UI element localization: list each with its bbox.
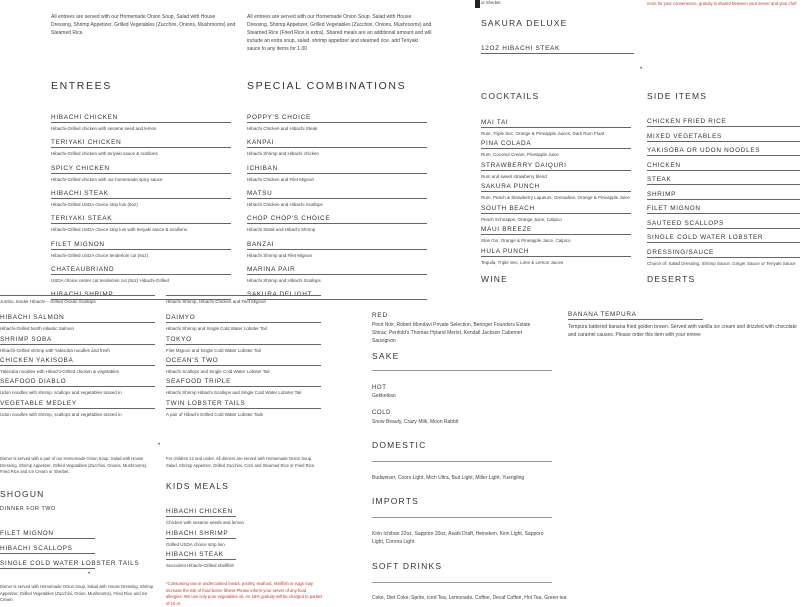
item-desc: Hibachi-Grilled USDA choice tenderloin cut (6oz) [51, 252, 149, 258]
side-items-title: SIDE ITEMS [647, 91, 708, 101]
item-desc: Hibachi-Grilled chicken with sesame seed and lemon [51, 126, 157, 131]
menu-item [0, 357, 155, 374]
menu-item [647, 220, 800, 229]
item-desc: Udon noodles with shrimp, scallops and vegetables tossed in [0, 412, 122, 417]
menu-item [0, 545, 95, 554]
menu-item [481, 226, 631, 243]
item-name: DRESSING/SAUCE [647, 249, 800, 258]
item-desc: Hibachi Shrimp and Single Cold Water Lobster Tail [166, 326, 267, 331]
item-name: STRAWBERRY DAIQURI [481, 162, 631, 171]
item-desc: Udon noodles with shrimp, scallops and vegetables tossed in [0, 390, 122, 395]
menu-item [51, 114, 231, 131]
item-desc: Peach Schnapps, Orange Juice, Calpico [481, 217, 562, 222]
item-name: CHICKEN [647, 162, 800, 171]
menu-item [647, 162, 800, 171]
menu-item [247, 215, 427, 232]
shogun-title: SHOGUN [0, 489, 45, 499]
menu-item [647, 118, 800, 127]
item-desc: Hibachi-Grilled chicken with our homemade spicy sauce [51, 176, 163, 182]
item-desc: Sloe Gin, Orange & Pineapple Juice, Calpico [481, 238, 571, 243]
sakura-deluxe-item [481, 45, 634, 54]
menu-item [247, 266, 427, 283]
cold-label: COLD [372, 410, 392, 416]
item-name: CHICKEN FRIED RICE [647, 118, 800, 127]
menu-item [247, 165, 427, 182]
item-desc: Hibachi Steak and Hibachi Shrimp [247, 227, 316, 233]
item-name: MAUI BREEZE [481, 226, 631, 235]
kids-title: KIDS MEALS [166, 481, 230, 491]
item-name: SEAFOOD DIABLO [0, 378, 155, 387]
menu-item [647, 147, 800, 156]
item-name: FILET MIGNON [0, 530, 95, 539]
item-desc: Hibachi Chicken and Hibachi Scallops [247, 201, 323, 207]
menu-item [51, 215, 231, 232]
kids-intro: For children 12 and under. All dinners are served with Homemade Onion Soup, Salad, Shrimp Appetizer, Grilled Zucchini, Corn and Steamed Rice or Fried Rice. [166, 456, 316, 468]
item-desc: Succulent Hibachi-Grilled shellfish [166, 563, 235, 568]
cold-text: Snow Beauty, Crazy Milk, Moon Rabbit [372, 419, 459, 425]
item-name: SEAFOOD TRIPLE [166, 378, 321, 387]
item-desc: Hibachi Scallops and Single Cold Water Lobster Tail [166, 369, 270, 374]
item-name: CHATEAUBRIAND [51, 266, 231, 275]
item-name: FILET MIGNON [51, 241, 231, 250]
menu-item [51, 139, 231, 156]
menu-item [481, 205, 631, 222]
item-name: BANZAI [247, 241, 427, 250]
menu-item [51, 241, 231, 258]
item-name: CHOP CHOP'S CHOICE [247, 215, 427, 224]
item-name: HIBACHI STEAK [166, 551, 236, 560]
item-name: YAKISOBA OR UDON NOODLES [647, 147, 800, 156]
combinations-title: SPECIAL COMBINATIONS [247, 80, 407, 92]
shogun-foot: Dinner is served with Homemade Onion Soup, Salad with House Dressing, Shrimp Appetizer, Grilled Vegetables (Zucchini, Onion, Mushrooms), Fried Rice and Ice Cream [0, 584, 154, 602]
item-name: TERIYAKI STEAK [51, 215, 231, 224]
item-name: BANANA TEMPURA [568, 311, 703, 320]
item-desc: Hibachi Shrimp and Hibachi Scallops [247, 277, 321, 283]
menu-item [0, 294, 155, 304]
wine-title: WINE [481, 274, 508, 284]
menu-item [647, 176, 800, 185]
hot-label: HOT [372, 385, 387, 391]
item-name [0, 294, 155, 296]
divider-dot: • [158, 442, 161, 448]
menu-item [166, 551, 236, 568]
menu-item [647, 234, 800, 243]
item-desc: Hibachi Chicken and Filet Mignon [247, 176, 315, 182]
item-name: SINGLE COLD WATER LOBSTER [647, 234, 800, 243]
domestic-rule [372, 461, 552, 462]
soft-rule [372, 582, 552, 583]
item-desc: Jumbo, tender Hibachi – Grilled Ocean Scallops [0, 299, 96, 304]
item-name: 12OZ HIBACHI STEAK [481, 45, 634, 54]
item-desc: Chicken with sesame seeds and lemon [166, 520, 245, 525]
item-desc: Rum and sweet strawberry blend [481, 174, 547, 179]
menu-item [51, 190, 231, 207]
item-name: SOUTH BEACH [481, 205, 631, 214]
menu-item [481, 248, 631, 265]
menu-item [247, 139, 427, 156]
red-text: Pinot Noir, Robert Mondavi Private Selection, Beringer Founders Estate Shiraz, Penfold's Thomas Hyland Merlot, Kendall Jackson Cabernet Sauvignon [372, 322, 531, 344]
menu-item [166, 400, 321, 417]
item-name: TOKYO [166, 336, 321, 345]
shogun-sub: DINNER FOR TWO [0, 506, 56, 512]
menu-item [247, 114, 427, 131]
soft-drinks-text: Coke, Diet Coke, Sprite, Iced Tea, Lemonade, Coffee, Decaf Coffee, Hot Tea, Green tea [372, 595, 567, 601]
col3-note: or Sherbet. [481, 0, 502, 5]
gratuity-note: more for your convenience, gratuity is shared between your server and your chef. [647, 1, 798, 6]
item-name: TWIN LOBSTER TAILS [166, 400, 321, 409]
item-name: PINA COLADA [481, 140, 631, 149]
item-name: HIBACHI STEAK [51, 190, 231, 199]
menu-item [481, 119, 631, 136]
menu-item [647, 205, 800, 214]
item-desc: Hibachi-Grilled USDA choice strip loin with teriyaki sauce & scallions [51, 227, 188, 233]
item-name: SHRIMP [647, 191, 800, 200]
menu-item [0, 400, 155, 417]
entrees-title: ENTREES [51, 80, 112, 92]
item-name: STEAK [647, 176, 800, 185]
red-title: RED [372, 312, 388, 319]
item-name: SAUTEED SCALLOPS [647, 220, 800, 229]
menu-item [166, 294, 321, 304]
item-desc: Yakisoba noodles with Hibachi-Grilled chicken & vegetables [0, 369, 119, 374]
menu-item [0, 560, 140, 569]
menu-item [51, 266, 231, 283]
item-name: FILET MIGNON [647, 205, 800, 214]
item-desc: Hibachi Chicken and Hibachi Steak [247, 126, 318, 131]
item-name: MATSU [247, 190, 427, 199]
shogun-intro: Dinner is served with a pair of our Homemade Onion Soup, Salad with House Dressing, Shrimp Appetizer, Grilled Vegetables (Zucchini, Onions, Mushrooms), Fried Rice and Ice Cream or Sherbet. [0, 456, 148, 474]
menu-item [0, 378, 155, 395]
item-desc: Rum, Triple Sec, Orange & Pineapple Juices, Dark Rum Float [481, 131, 605, 136]
item-name: DAIMYO [166, 314, 321, 323]
item-name: KANPAI [247, 139, 427, 148]
menu-item [481, 183, 631, 200]
item-desc: Hibachi Shrimp and Hibachi chicken [247, 151, 320, 157]
item-name: OCEAN'S TWO [166, 357, 321, 366]
domestic-text: Budweiser, Coors Light, Mich Ultra, Bud Light, Miller Light, Yuengling [372, 475, 525, 481]
item-name: HIBACHI SALMON [0, 314, 155, 323]
item-name: VEGETABLE MEDLEY [0, 400, 155, 409]
item-desc: Filet Mignon and Single Cold Water Lobster Tail [166, 348, 261, 353]
menu-item [51, 165, 231, 182]
soft-drinks-title: SOFT DRINKS [372, 561, 443, 571]
hot-text: Gekkeikan [372, 393, 396, 399]
item-name: TERIYAKI CHICKEN [51, 139, 231, 148]
domestic-title: DOMESTIC [372, 440, 427, 450]
item-desc: Hibachi Shrimp, Hibachi Chicken and Filet Mignon [166, 299, 267, 304]
item-name: SINGLE COLD WATER LOBSTER TAILS [0, 560, 140, 567]
menu-item [481, 140, 631, 157]
item-name: ICHIBAN [247, 165, 427, 174]
menu-item [247, 190, 427, 207]
sakura-deluxe-title: SAKURA DELUXE [481, 18, 568, 28]
menu-item [647, 191, 800, 200]
imports-text: Kirin Ichiban 22oz, Sapporo 20oz, Asahi Draft, Heineken, Kirin Light, Sapporo Light, Corona Light [372, 531, 544, 545]
top-bar [475, 0, 480, 8]
item-desc: Hibachi Shrimp Hibachi Scallops and Single Cold Water Lobster Tail [166, 390, 302, 395]
combinations-intro: All entrees are served with our Homemade Onion Soup, Salad with House Dressing, Shrimp Appetizer, Grilled Vegetables (Zucchini, Onions, Mushrooms) and Steamed Rice (Fried Rice is extra). Shared meals are an additional amount and will include an extra soup, salad, shrimp appetizer and steamed rice. add Teriyaki sauce to any items for 1.00 [247, 14, 432, 52]
item-desc: Hibachi-Grilled USDA choice strip loin (6oz) [51, 201, 138, 207]
item-name: SHRIMP SOBA [0, 336, 155, 345]
item-desc: Hibachi Shrimp and Filet Mignon [247, 252, 313, 258]
menu-item [166, 336, 321, 353]
item-desc: Hibachi-Grilled North Atlantic Salmon [0, 326, 75, 331]
menu-item [247, 241, 427, 258]
imports-title: IMPORTS [372, 496, 419, 506]
item-name: HIBACHI SCALLOPS [0, 545, 95, 554]
menu-item [0, 336, 155, 353]
item-name: POPPY'S CHOICE [247, 114, 427, 123]
item-desc: Choice of: Salad Dressing, Shrimp Sauce, Ginger Sauce or Teriyaki Sauce [647, 260, 796, 266]
item-name: SAKURA PUNCH [481, 183, 631, 192]
item-desc: Hibachi-Grilled shrimp with Yakisoba noodles and fresh [0, 348, 110, 353]
item-desc: Grilled USDA choice strip loin [166, 542, 225, 547]
item-name: SPICY CHICKEN [51, 165, 231, 174]
banana-tempura [568, 303, 798, 339]
menu-item [0, 314, 155, 331]
divider-dot: • [88, 571, 91, 577]
menu-item [166, 530, 236, 547]
divider-dot: • [640, 66, 643, 72]
entrees-intro: All entrees are served with our Homemade Onion Soup, Salad with House Dressing, Shrimp Appetizer, Grilled Vegetables (Zucchini, Onions, Mushrooms) and Steamed Rice. [51, 14, 236, 36]
item-desc: Rum, Coconut Cream, Pineapple Juice [481, 152, 559, 157]
sake-rule [372, 370, 552, 371]
item-name: HIBACHI CHICKEN [51, 114, 231, 123]
item-name: SAKURA DELIGHT [247, 291, 427, 300]
item-desc: A pair of Hibachi Grilled Cold Water Lobster Tails [166, 412, 264, 417]
item-name: MIXED VEGETABLES [647, 133, 800, 142]
menu-item [481, 162, 631, 179]
item-desc: Tempura battered banana fried golden brown. Served with vanilla ice cream and drizzled with chocolate and caramel causes. Please order this item with your entree [568, 324, 797, 338]
menu-item [647, 249, 800, 266]
item-name: HULA PUNCH [481, 248, 631, 257]
warning-note: *Consuming raw or undercooked meats, poultry, seafood, shellfish or eggs may increase the risk of food-borne illness Please inform your server of any food allergies. We use only pure vegetables oil. An 18% gratuity will be charged to parties of 10 or [166, 581, 323, 606]
menu-item [166, 378, 321, 395]
item-name: MARINA PAIR [247, 266, 427, 275]
menu-item [166, 508, 245, 525]
item-name: MAI TAI [481, 119, 631, 128]
item-name: HIBACHI SHRIMP [166, 530, 236, 539]
menu-item [166, 357, 321, 374]
deserts-title: DESERTS [647, 274, 696, 284]
cocktails-title: COCKTAILS [481, 91, 540, 101]
item-desc: Tequila, Triple Sec, Lime & Lemon Juices [481, 260, 564, 265]
item-name: HIBACHI CHICKEN [166, 508, 236, 517]
item-name: CHICKEN YAKISOBA [0, 357, 155, 366]
item-desc: USDA choice center cut tenderloin cut (8oz) Hibachi-Grilled [51, 277, 170, 283]
item-name [166, 294, 321, 296]
item-desc: Hibachi-Grilled chicken with teriyaki sauce & scallions [51, 151, 158, 157]
menu-item [647, 133, 800, 142]
sake-title: SAKE [372, 351, 400, 361]
menu-item [166, 314, 321, 331]
item-name: HIBACHI SHRIMP [51, 291, 231, 300]
menu-item [0, 530, 95, 539]
item-desc: Rum, Peach & Strawberry Liqueurs, Grenadine, Orange & Pineapple Juice [481, 195, 630, 200]
imports-rule [372, 517, 552, 518]
